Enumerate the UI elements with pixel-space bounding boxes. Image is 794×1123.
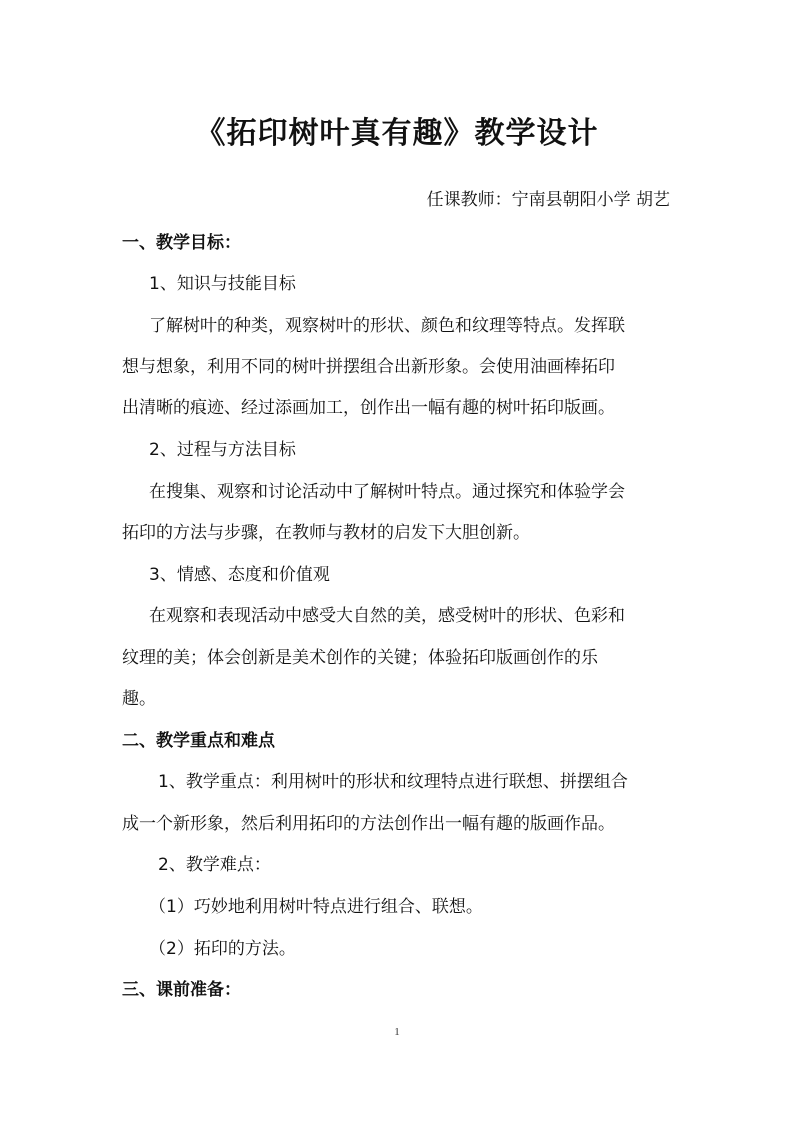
paragraph-line: 了解树叶的种类，观察树叶的形状、颜色和纹理等特点。发挥联 (149, 316, 625, 336)
paragraph-line: 想与想象，利用不同的树叶拼摆组合出新形象。会使用油画棒拓印 (122, 357, 615, 377)
list-item: （1）巧妙地利用树叶特点进行组合、联想。 (149, 897, 483, 917)
subheading-process-method: 2、过程与方法目标 (149, 440, 296, 460)
document-title: 《拓印树叶真有趣》教学设计 (195, 116, 599, 151)
paragraph-line: 趣。 (122, 689, 156, 709)
subheading-knowledge-skills: 1、知识与技能目标 (149, 274, 296, 294)
paragraph-line: 在观察和表现活动中感受大自然的美，感受树叶的形状、色彩和 (149, 606, 625, 626)
paragraph-line: 在搜集、观察和讨论活动中了解树叶特点。通过探究和体验学会 (149, 482, 625, 502)
page-number: 1 (394, 1026, 400, 1038)
section-heading-objectives: 一、教学目标： (122, 233, 241, 253)
section-heading-key-points: 二、教学重点和难点 (122, 731, 275, 751)
section-heading-preparation: 三、课前准备： (122, 980, 241, 1000)
subheading-difficulties: 2、教学难点： (158, 855, 271, 875)
paragraph-line: 1、教学重点：利用树叶的形状和纹理特点进行联想、拼摆组合 (158, 772, 628, 792)
paragraph-line: 成一个新形象，然后利用拓印的方法创作出一幅有趣的版画作品。 (122, 814, 615, 834)
paragraph-line: 拓印的方法与步骤，在教师与教材的启发下大胆创新。 (122, 523, 530, 543)
subheading-emotion-values: 3、情感、态度和价值观 (149, 565, 330, 585)
paragraph-line: 纹理的美；体会创新是美术创作的关键；体验拓印版画创作的乐 (122, 648, 598, 668)
teacher-line: 任课教师：宁南县朝阳小学 胡艺 (426, 190, 670, 210)
list-item: （2）拓印的方法。 (149, 939, 296, 959)
paragraph-line: 出清晰的痕迹、经过添画加工，创作出一幅有趣的树叶拓印版画。 (122, 398, 615, 418)
